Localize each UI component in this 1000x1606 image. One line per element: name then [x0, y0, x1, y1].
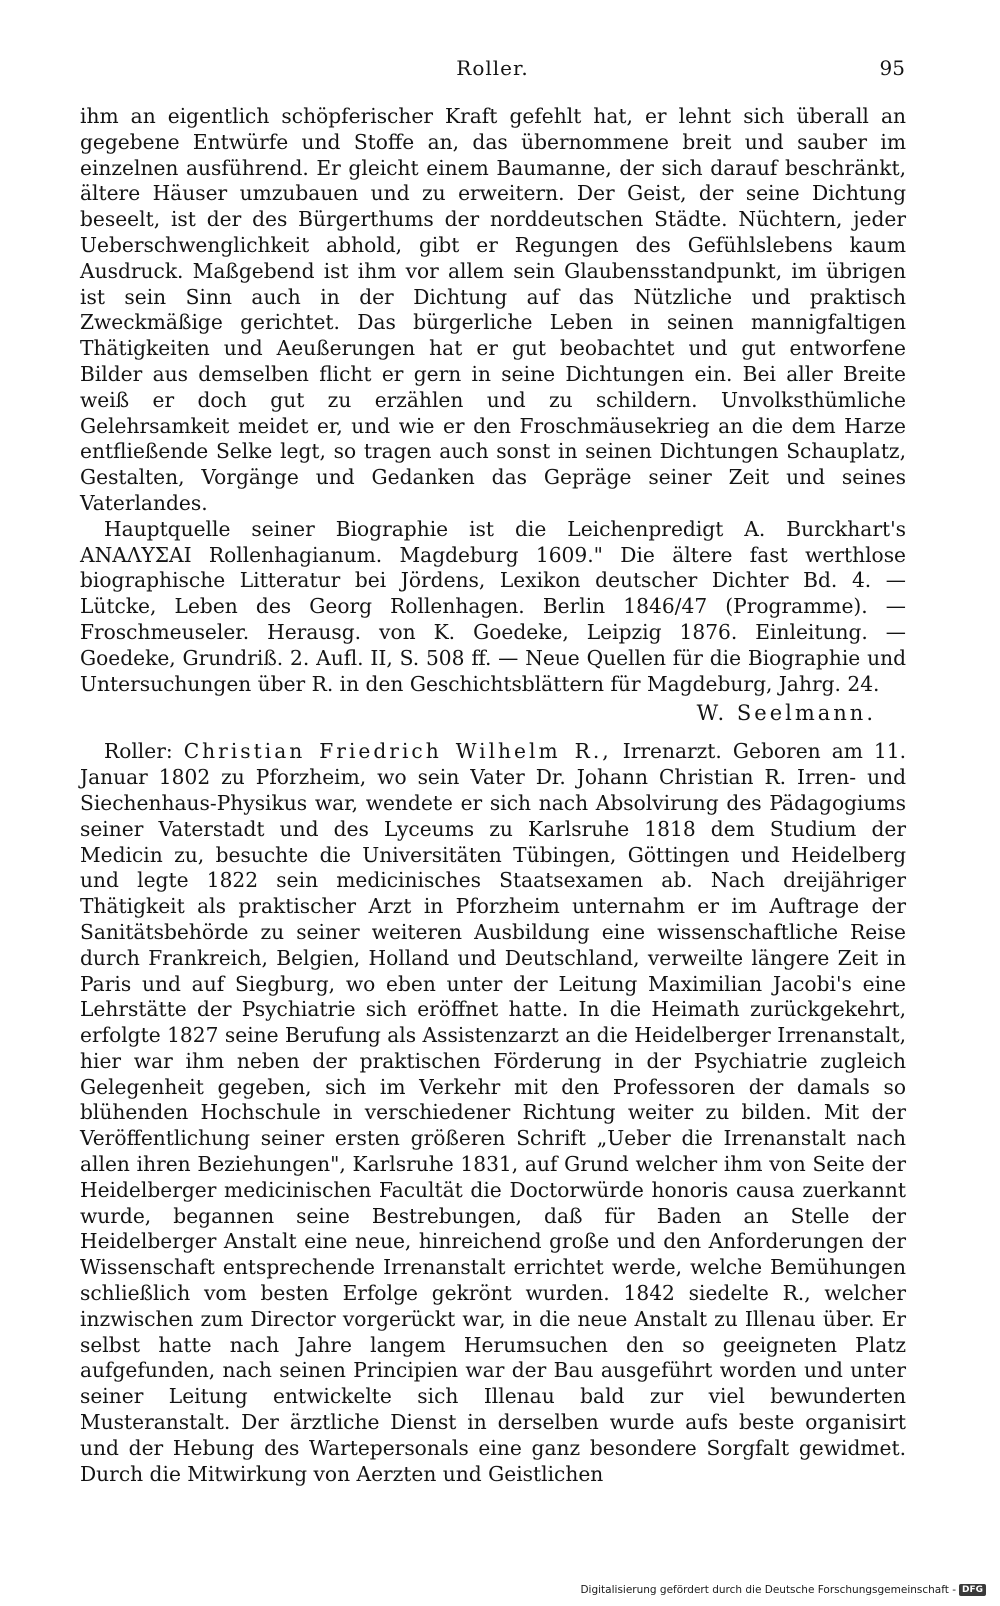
- sources-paragraph: Hauptquelle seiner Biographie ist die Leichenpredigt A. Burckhart's ΑΝΑΛΥΣΑΙ Rollenhagianum. Magdeburg 1609." Die ältere fast werthlose biographische Litteratur bei Jördens, Lexikon deutscher Dichter Bd. 4. — Lütcke, Leben des Georg Rollenhagen. Berlin 1846/47 (Programme). — Froschmeuseler. Herausg. von K. Goedeke, Leipzig 1876. Einleitung. — Goedeke, Grundriß. 2. Aufl. II, S. 508 ff. — Neue Quellen für die Biographie und Untersuchungen über R. in den Geschichtsblättern für Magdeburg, Jahrg. 24.: [80, 516, 906, 696]
- article-text: Irrenarzt. Geboren am 11. Januar 1802 zu Pforzheim, wo sein Vater Dr. Johann Christian R. Irren- und Siechenhaus-Physikus war, wendete er sich nach Absolvirung des Pädagogiums seiner Vaterstadt und des Lyceums zu Karlsruhe 1818 dem Studium der Medicin zu, besuchte die Universitäten Tübingen, Göttingen und Heidelberg und legte 1822 sein medicinisches Staatsexamen ab. Nach dreijähriger Thätigkeit als praktischer Arzt in Pforzheim unternahm er im Auftrage der Sanitätsbehörde zu seiner weiteren Ausbildung eine wissenschaftliche Reise durch Frankreich, Belgien, Holland und Deutschland, verweilte längere Zeit in Paris und auf Siegburg, wo eben unter der Leitung Maximilian Jacobi's eine Lehrstätte der Psychiatrie sich eröffnet hatte. In die Heimath zurückgekehrt, erfolgte 1827 seine Berufung als Assistenzarzt an die Heidelberger Irrenanstalt, hier war ihm neben der praktischen Förderung in der Psychiatrie zugleich Gelegenheit gegeben, sich im Verkehr mit den Professoren der damals so blühenden Hochschule in verschiedener Richtung weiter zu bilden. Mit der Veröffentlichung seiner ersten größeren Schrift „Ueber die Irrenanstalt nach allen ihren Beziehungen", Karlsruhe 1831, auf Grund welcher ihm von Seite der Heidelberger medicinischen Facultät die Doctorwürde honoris causa zuerkannt wurde, begannen seine Bestrebungen, daß für Baden an Stelle der Heidelberger Anstalt eine neue, hinreichend große und den Anforderungen der Wissenschaft entsprechende Irrenanstalt errichtet werde, welche Bemühungen schließlich vom besten Erfolge gekrönt wurden. 1842 siedelte R., welcher inzwischen zum Director vorgerückt war, in die neue Anstalt zu Illenau über. Er selbst hatte nach Jahre langem Herumsuchen den so geeigneten Platz aufgefunden, nach seinen Principien war der Bau ausgeführt worden und unter seiner Leitung entwickelte sich Illenau bald zur viel bewunderten Musteranstalt. Der ärztliche Dienst in derselben wurde aufs beste organisirt und der Hebung des Wartepersonals eine ganz besondere Sorgfalt gewidmet. Durch die Mitwirkung von Aerzten und Geistlichen: [80, 739, 907, 1486]
- body-text: [80, 104, 906, 1487]
- article-person-name: Christian Friedrich Wilhelm R.,: [183, 739, 612, 764]
- article-end-paragraph: ihm an eigentlich schöpferischer Kraft gefehlt hat, er lehnt sich überall an gegebene Entwürfe und Stoffe an, das übernommene breit und sauber im einzelnen ausführend. Er gleicht einem Baumanne, der sich darauf beschränkt, ältere Häuser umzubauen und zu erweitern. Der Geist, der seine Dichtung beseelt, ist der des Bürgerthums der norddeutschen Städte. Nüchtern, jeder Ueberschwenglichkeit abhold, gibt er Regungen des Gefühlslebens kaum Ausdruck. Maßgebend ist ihm vor allem sein Glaubensstandpunkt, im übrigen ist sein Sinn auch in der Dichtung auf das Nützliche und praktisch Zweckmäßige gerichtet. Das bürgerliche Leben in seinen mannigfaltigen Thätigkeiten und Aeußerungen hat er gut beobachtet und gut entworfene Bilder aus demselben flicht er gern in seine Dichtungen ein. Bei aller Breite weiß er doch gut zu erzählen und zu schildern. Unvolksthümliche Gelehrsamkeit meidet er, und wie er den Froschmäusekrieg an die dem Harze entfließende Selke legt, so tragen auch sonst in seinen Dichtungen Schauplatz, Gestalten, Vorgänge und Gedanken das Gepräge seiner Zeit und seines Vaterlandes.: [80, 104, 906, 515]
- new-article-paragraph: [80, 739, 906, 1487]
- footer: [580, 1584, 986, 1596]
- running-head: Roller.: [456, 56, 529, 80]
- article-headword: Roller:: [104, 739, 173, 764]
- dfg-logo: DFG: [959, 1584, 986, 1596]
- footer-credit: Digitalisierung gefördert durch die Deutsche Forschungsgemeinschaft -: [580, 1584, 956, 1596]
- page-header: [80, 56, 905, 88]
- page-number: 95: [879, 56, 905, 80]
- author-signature: W. Seelmann.: [696, 701, 876, 726]
